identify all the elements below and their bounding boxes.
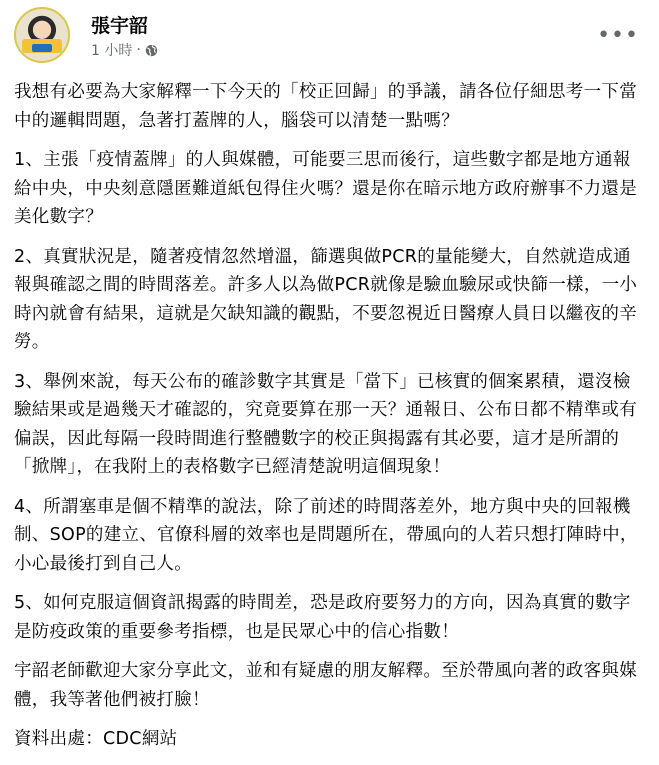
post-paragraph: 我想有必要為大家解釋一下今天的「校正回歸」的爭議，請各位仔細思考一下當中的邏輯問題，急著打蓋牌的人，腦袋可以清楚一點嗎？: [14, 82, 637, 131]
post-paragraph: 5、如何克服這個資訊揭露的時間差，恐是政府要努力的方向，因為真實的數字是防疫政策的重要參考指標，也是民眾心中的信心指數！: [14, 593, 631, 642]
meta-separator: ·: [136, 42, 141, 58]
author-name[interactable]: 張宇韶: [91, 15, 149, 37]
post-paragraph: 3、舉例來說，每天公布的確診數字其實是「當下」已核實的個案累積，還沒檢驗結果或是過幾天才確認的，究竟要算在那一天？通報日、公布日都不精準或有偏誤，因此每隔一段時間進行整體數字的校正與揭露有其必要，這才是所謂的「掀牌」，在我附上的表格數字已經清楚說明這個現象！: [14, 371, 637, 477]
post-paragraph: 2、真實狀況是，隨著疫情忽然增溫，篩選與做PCR的量能變大，自然就造成通報與確認之間的時間落差。許多人以為做PCR就像是驗血驗尿或快篩一樣，一小時內就會有結果，這就是欠缺知識的觀點，不要忽視近日醫療人員日以繼夜的辛勞。: [14, 246, 638, 352]
post-paragraph: 宇韶老師歡迎大家分享此文，並和有疑慮的朋友解釋。至於帶風向著的政客與媒體，我等著他們被打臉！: [14, 661, 637, 710]
post-paragraph: 1、主張「疫情蓋牌」的人與媒體，可能要三思而後行，這些數字都是地方通報給中央，中央刻意隱匿難道紙包得住火嗎？還是你在暗示地方政府辦事不力還是美化數字？: [14, 150, 637, 227]
more-options-icon[interactable]: •••: [597, 23, 639, 48]
author-avatar[interactable]: [14, 7, 70, 63]
post-body: [14, 78, 647, 765]
post-time[interactable]: 1 小時: [91, 43, 133, 59]
post-paragraph: 4、所謂塞車是個不精準的說法，除了前述的時間落差外，地方與中央的回報機制、SOP的建立、官僚科層的效率也是問題所在，帶風向的人若只想打陣時中，小心最後打到自己人。: [14, 496, 638, 574]
post-meta: [91, 40, 158, 60]
post-header: [14, 7, 645, 67]
post-source: 資料出處：CDC網站: [14, 729, 178, 749]
globe-icon[interactable]: [145, 44, 158, 57]
avatar-banner-inner: [32, 44, 52, 52]
